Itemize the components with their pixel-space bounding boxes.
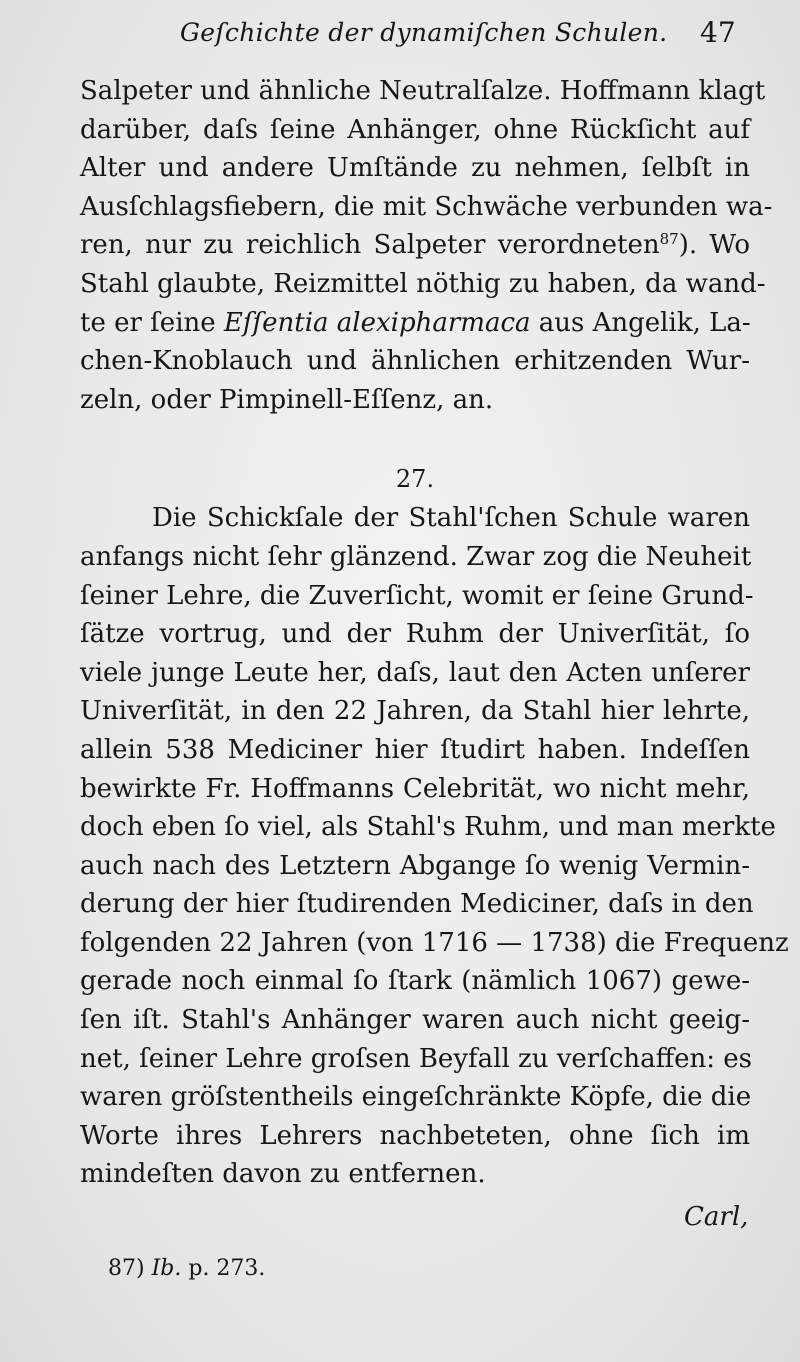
- text-line: ſen iſt. Stahl's Anhänger waren auch nicht geeig-: [80, 1005, 750, 1036]
- text-line: Univerſität, in den 22 Jahren, da Stahl hier lehrte,: [80, 696, 750, 727]
- italic-term: Eſſentia alexipharmaca: [223, 307, 531, 338]
- text-segment: aus Angelik, La-: [530, 307, 751, 338]
- text-line: Die Schickſale der Stahl'ſchen Schule waren: [152, 503, 750, 534]
- text-line: derung der hier ſtudirenden Mediciner, daſs in den: [80, 889, 754, 920]
- text-line: viele junge Leute her, daſs, laut den Acten unſerer: [80, 657, 750, 688]
- text-line: gerade noch einmal ſo ſtark (nämlich 1067) gewe-: [80, 966, 750, 997]
- paragraph-1: [80, 72, 773, 419]
- footnote-marker: 87): [108, 1256, 145, 1281]
- text-line: Alter und andere Umſtände zu nehmen, ſelbſt in: [80, 153, 750, 184]
- text-line: ſätze vortrug, und der Ruhm der Univerſität, ſo: [80, 619, 750, 650]
- footnote-citation: p. 273.: [188, 1256, 266, 1281]
- text-line: [80, 226, 750, 265]
- section-number: 27.: [395, 465, 435, 494]
- page-number: 47: [700, 16, 736, 49]
- text-line: Stahl glaubte, Reizmittel nöthig zu haben, da wand-: [80, 268, 766, 299]
- footnote-reference: 87: [659, 230, 679, 249]
- text-line: Ausſchlagsfiebern, die mit Schwäche verbunden wa-: [80, 191, 773, 222]
- page-header: [0, 14, 800, 54]
- paragraph-2: [80, 499, 789, 1194]
- text-line: bewirkte Fr. Hoffmanns Celebrität, wo nicht mehr,: [80, 773, 750, 804]
- footnote: [108, 1256, 265, 1281]
- text-line: doch eben ſo viel, als Stahl's Ruhm, und man merkte: [80, 812, 776, 843]
- text-line: Salpeter und ähnliche Neutralſalze. Hoffmann klagt: [80, 76, 766, 106]
- text-segment: ren, nur zu reichlich Salpeter verordneten: [80, 230, 660, 261]
- text-line: Worte ihres Lehrers nachbeteten, ohne ſich im: [80, 1120, 750, 1151]
- text-line: chen-Knoblauch und ähnlichen erhitzenden Wur-: [80, 346, 750, 377]
- text-line: allein 538 Mediciner hier ſtudirt haben. Indeſſen: [80, 734, 750, 765]
- main-text: [80, 72, 789, 1194]
- text-line: waren gröſstentheils eingeſchränkte Köpfe, die die: [80, 1082, 752, 1113]
- catchword: Carl,: [684, 1202, 749, 1232]
- text-line: anfangs nicht ſehr glänzend. Zwar zog die Neuheit: [80, 541, 752, 572]
- text-segment: ). Wo: [678, 230, 750, 261]
- text-line: zeln, oder Pimpinell-Eſſenz, an.: [80, 384, 494, 415]
- running-title: Geſchichte der dynamiſchen Schulen.: [180, 18, 668, 47]
- text-line: darüber, daſs ſeine Anhänger, ohne Rückſicht auf: [80, 114, 750, 145]
- text-line: [80, 304, 750, 343]
- text-line: ſeiner Lehre, die Zuverſicht, womit er ſeine Grund-: [80, 580, 754, 611]
- text-segment: te er ſeine: [80, 307, 224, 338]
- text-line: net, ſeiner Lehre groſsen Beyfall zu verſchaffen: es: [80, 1043, 753, 1074]
- text-line: folgenden 22 Jahren (von 1716 — 1738) die Frequenz: [80, 927, 789, 958]
- text-line: mindeſten davon zu entfernen.: [80, 1159, 486, 1190]
- footnote-abbreviation: Ib.: [151, 1256, 182, 1281]
- text-line: auch nach des Letztern Abgange ſo wenig Vermin-: [80, 850, 750, 881]
